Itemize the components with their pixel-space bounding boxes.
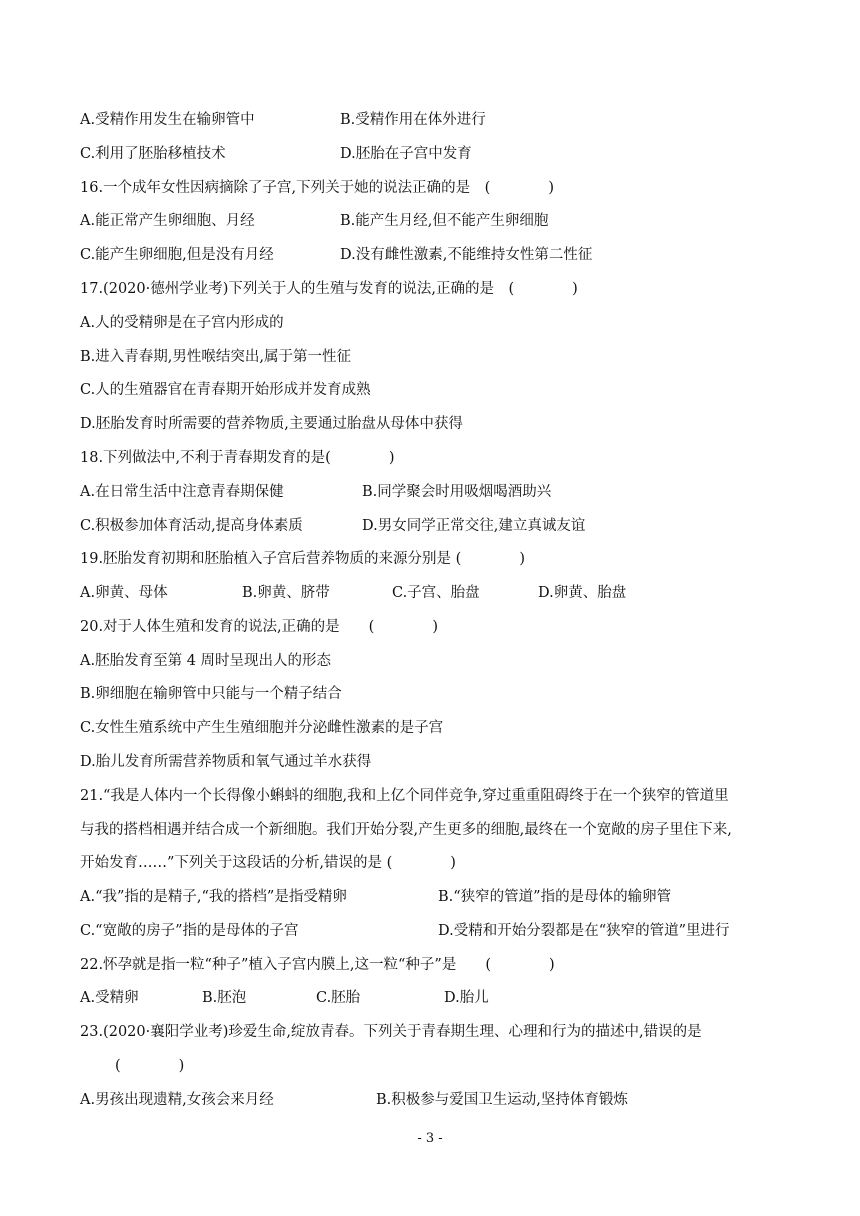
q21-option-d: D.受精和开始分裂都是在“狭窄的管道”里进行: [438, 923, 730, 939]
q19-stem: 19.胚胎发育初期和胚胎植入子宫后营养物质的来源分别是 ( ): [80, 551, 525, 567]
q22-stem: 22.怀孕就是指一粒“种子”植入子宫内膜上,这一粒“种子”是 ( ): [80, 957, 555, 973]
q16-option-b: B.能产生月经,但不能产生卵细胞: [340, 213, 549, 229]
q19-option-d: D.卵黄、胎盘: [538, 585, 627, 601]
q18-option-c: C.积极参加体育活动,提高身体素质: [80, 518, 303, 534]
q21-stem-line2: 与我的搭档相遇并结合成一个新细胞。我们开始分裂,产生更多的细胞,最终在一个宽敞的房子里住下来,: [80, 822, 732, 838]
q17-option-b: B.进入青春期,男性喉结突出,属于第一性征: [80, 349, 351, 365]
q20-stem: 20.对于人体生殖和发育的说法,正确的是 ( ): [80, 619, 438, 635]
q15-option-a: A.受精作用发生在输卵管中: [80, 112, 255, 128]
q22-option-a: A.受精卵: [80, 990, 139, 1006]
q15-option-c: C.利用了胚胎移植技术: [80, 146, 226, 162]
q21-option-b: B.“狭窄的管道”指的是母体的输卵管: [438, 889, 672, 905]
q16-option-d: D.没有雌性激素,不能维持女性第二性征: [340, 247, 593, 263]
page-number: - 3 -: [417, 1131, 443, 1146]
q21-stem-line3: 开始发育……”下列关于这段话的分析,错误的是 ( ): [80, 855, 456, 871]
q22-option-c: C.胚胎: [316, 990, 361, 1006]
q23-stem-line1: 23.(2020·襄阳学业考)珍爱生命,绽放青春。下列关于青春期生理、心理和行为的描述中,错误的是: [80, 1024, 702, 1040]
q18-option-b: B.同学聚会时用吸烟喝酒助兴: [362, 484, 552, 500]
q16-option-a: A.能正常产生卵细胞、月经: [80, 213, 255, 229]
q18-option-d: D.男女同学正常交往,建立真诚友谊: [362, 518, 586, 534]
q16-stem: 16.一个成年女性因病摘除了子宫,下列关于她的说法正确的是 ( ): [80, 180, 554, 196]
q19-option-a: A.卵黄、母体: [80, 585, 168, 601]
q18-stem: 18.下列做法中,不利于青春期发育的是( ): [80, 450, 395, 466]
q15-option-b: B.受精作用在体外进行: [340, 112, 486, 128]
q21-stem-line1: 21.“我是人体内一个长得像小蝌蚪的细胞,我和上亿个同伴竞争,穿过重重阻碍终于在一个狭窄的管道里: [80, 788, 729, 804]
q17-option-a: A.人的受精卵是在子宫内形成的: [80, 315, 284, 331]
q18-option-a: A.在日常生活中注意青春期保健: [80, 484, 284, 500]
q22-option-b: B.胚泡: [202, 990, 247, 1006]
q22-option-d: D.胎儿: [444, 990, 489, 1006]
q17-stem: 17.(2020·德州学业考)下列关于人的生殖与发育的说法,正确的是 ( ): [80, 281, 578, 297]
q16-option-c: C.能产生卵细胞,但是没有月经: [80, 247, 274, 263]
q15-option-d: D.胚胎在子宫中发育: [340, 146, 472, 162]
q23-option-a: A.男孩出现遗精,女孩会来月经: [80, 1092, 274, 1108]
q21-option-c: C.“宽敞的房子”指的是母体的子宫: [80, 923, 299, 939]
q17-option-c: C.人的生殖器官在青春期开始形成并发育成熟: [80, 382, 371, 398]
q20-option-d: D.胎儿发育所需营养物质和氧气通过羊水获得: [80, 754, 372, 770]
q21-option-a: A.“我”指的是精子,“我的搭档”是指受精卵: [80, 889, 347, 905]
q19-option-c: C.子宫、胎盘: [392, 585, 480, 601]
q20-option-c: C.女性生殖系统中产生生殖细胞并分泌雌性激素的是子宫: [80, 720, 444, 736]
q20-option-a: A.胚胎发育至第 4 周时呈现出人的形态: [80, 653, 332, 669]
q19-option-b: B.卵黄、脐带: [242, 585, 330, 601]
q17-option-d: D.胚胎发育时所需要的营养物质,主要通过胎盘从母体中获得: [80, 416, 463, 432]
q23-option-b: B.积极参与爱国卫生运动,坚持体育锻炼: [376, 1092, 628, 1108]
q20-option-b: B.卵细胞在输卵管中只能与一个精子结合: [80, 686, 342, 702]
q23-stem-line2: ( ): [115, 1058, 185, 1074]
